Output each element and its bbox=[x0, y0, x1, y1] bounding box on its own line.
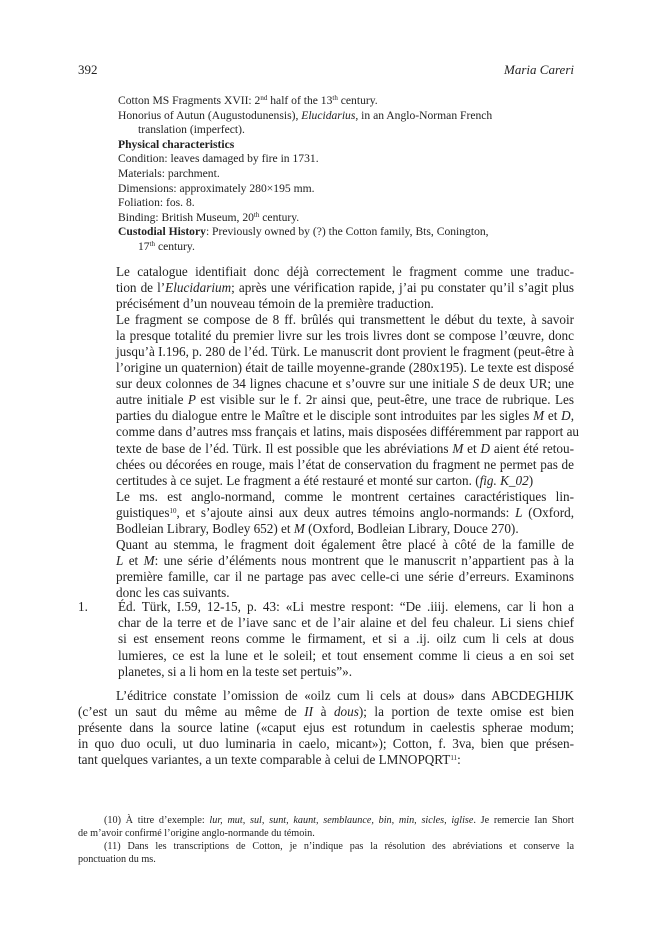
catalogue-materials: Materials: parchment. bbox=[118, 166, 220, 180]
catalogue-foliation: Foliation: fos. 8. bbox=[118, 196, 195, 210]
footnote-ref-10: 10 bbox=[169, 506, 177, 515]
quotation-text: Éd. Türk, I.59, 12-15, p. 43: «Li mestre respont: “De .iiij. elemens, car li hon a char de la terre et de l’iave sanc et de l’air alaine et del feu chaleur. Li siens chief si est ensement reons comme le firmament, et si a .ij. oilz cum li cels at dous lumieres, ce est la lune et le soleil; et tout ensement comme li cieus a en soi set planetes, si a li hom en la teste set pertuis”». bbox=[118, 599, 574, 679]
numbered-quotation bbox=[78, 599, 574, 680]
running-head: Maria Careri bbox=[504, 62, 574, 77]
page-number: 392 bbox=[78, 62, 98, 77]
paragraph-5: L’éditrice constate l’omission de «oilz cum li cels at dous» dans ABCDEGHIJK (c’est un saut du même au même de II à dous); la portion de texte omise est bien présente dans la source latine («caput ejus est rotundum in caelestis spherae modum; in quo duo oculi, ut duo luminaria in caelo, micant»); Cotton, f. 3va, bien que présen- tant quelques variantes, a un texte comparable à celui de LMNOPQRT$^{11}$: bbox=[78, 688, 574, 768]
catalogue-entry bbox=[118, 94, 558, 255]
footnote-11-cont: ponctuation du ms. bbox=[78, 854, 156, 865]
footnote-10: (10) À titre d’exemple: lur, mut, sul, sunt, kaunt, semblaunce, bin, min, sicles, iglise. Je remercie Ian Short bbox=[104, 815, 575, 826]
paragraph-2: Le fragment se compose de 8 ff. brûlés qui transmettent le début du texte, à savoir la presque totalité du premier livre sur les trois livres dont se compose l’œuvre, donc jusqu’à I.196, p. 280 de l’éd. Türk. Le manuscrit dont provient le fragment (peut-être à l’origine un quaternion) était de taille moyenne-grande (280x195). Le texte est disposé sur deux colonnes de 34 lignes chacune et s’ouvre sur une initiale S de deux UR; une autre initiale P est visible sur le f. 2r ainsi que, peut-être, une trace de rubrique. Les parties du dialogue entre le Maître et le disciple sont introduites par les sigles M et D, comme dans d’autres mss français et latins, mais disposées différemment par rapport au texte de base de l’éd. Türk. Il est possible que les abréviations M et D aient été retou- chées ou décorées en rouge, mais l’état de conservation du fragment ne permet pas de certitudes à ce sujet. Le fragment a été restauré et monté sur carton. (fig. K_02) bbox=[116, 312, 580, 488]
footnote-ref-11: 11 bbox=[450, 754, 458, 763]
catalogue-dimensions: Dimensions: approximately 280×195 mm. bbox=[118, 181, 315, 195]
catalogue-line-work-cont: translation (imperfect). bbox=[138, 123, 245, 137]
catalogue-binding: Binding: British Museum, 20th century. bbox=[118, 210, 300, 224]
catalogue-condition: Condition: leaves damaged by fire in 1731. bbox=[118, 152, 319, 166]
footnotes bbox=[78, 814, 574, 866]
page-header bbox=[78, 62, 574, 80]
physical-heading: Physical characteristics bbox=[118, 137, 235, 151]
paragraph-3: Le ms. est anglo-normand, comme le montrent certaines caractéristiques lin- guistiques$^{10}$, et s’ajoute ainsi aux deux autres témoins anglo-normands: L (Oxford, Bodleian Library, Bodley 652) et M (Oxford, Bodleian Library, Douce 270). bbox=[116, 488, 574, 536]
quotation-number: 1. bbox=[78, 599, 88, 614]
catalogue-line-work: Honorius of Autun (Augustodunensis), Elucidarius, in an Anglo-Norman French bbox=[118, 108, 493, 122]
footnote-10-cont: de m’avoir confirmé l’origine anglo-normande du témoin. bbox=[78, 828, 315, 839]
catalogue-custodial: Custodial History: Previously owned by (?) the Cotton family, Bts, Conington, bbox=[118, 225, 489, 239]
paragraph-4: Quant au stemma, le fragment doit également être placé à côté de la famille de L et M: une série d’éléments nous montrent que le manuscrit n’appartient pas à la première famille, car il ne partage pas avec celle-ci une série d’erreurs. Examinons donc les cas suivants. bbox=[116, 536, 574, 600]
main-text bbox=[78, 264, 580, 601]
catalogue-custodial-cont: 17th century. bbox=[138, 239, 195, 253]
figure-reference: fig. K_02 bbox=[479, 472, 529, 488]
footnote-11: (11) Dans les transcriptions de Cotton, je n’indique pas la résolution des abréviations et conserve la bbox=[104, 841, 574, 852]
paragraph-1: Le catalogue identifiait donc déjà correctement le fragment comme une traduc- tion de l’Elucidarium; après une vérification rapide, j’ai pu constater qu’il s’agit plus précisément d’un nouveau témoin de la première traduction. bbox=[116, 264, 574, 312]
catalogue-line-shelfmark: Cotton MS Fragments XVII: 2nd half of the 13th century. bbox=[118, 94, 378, 107]
